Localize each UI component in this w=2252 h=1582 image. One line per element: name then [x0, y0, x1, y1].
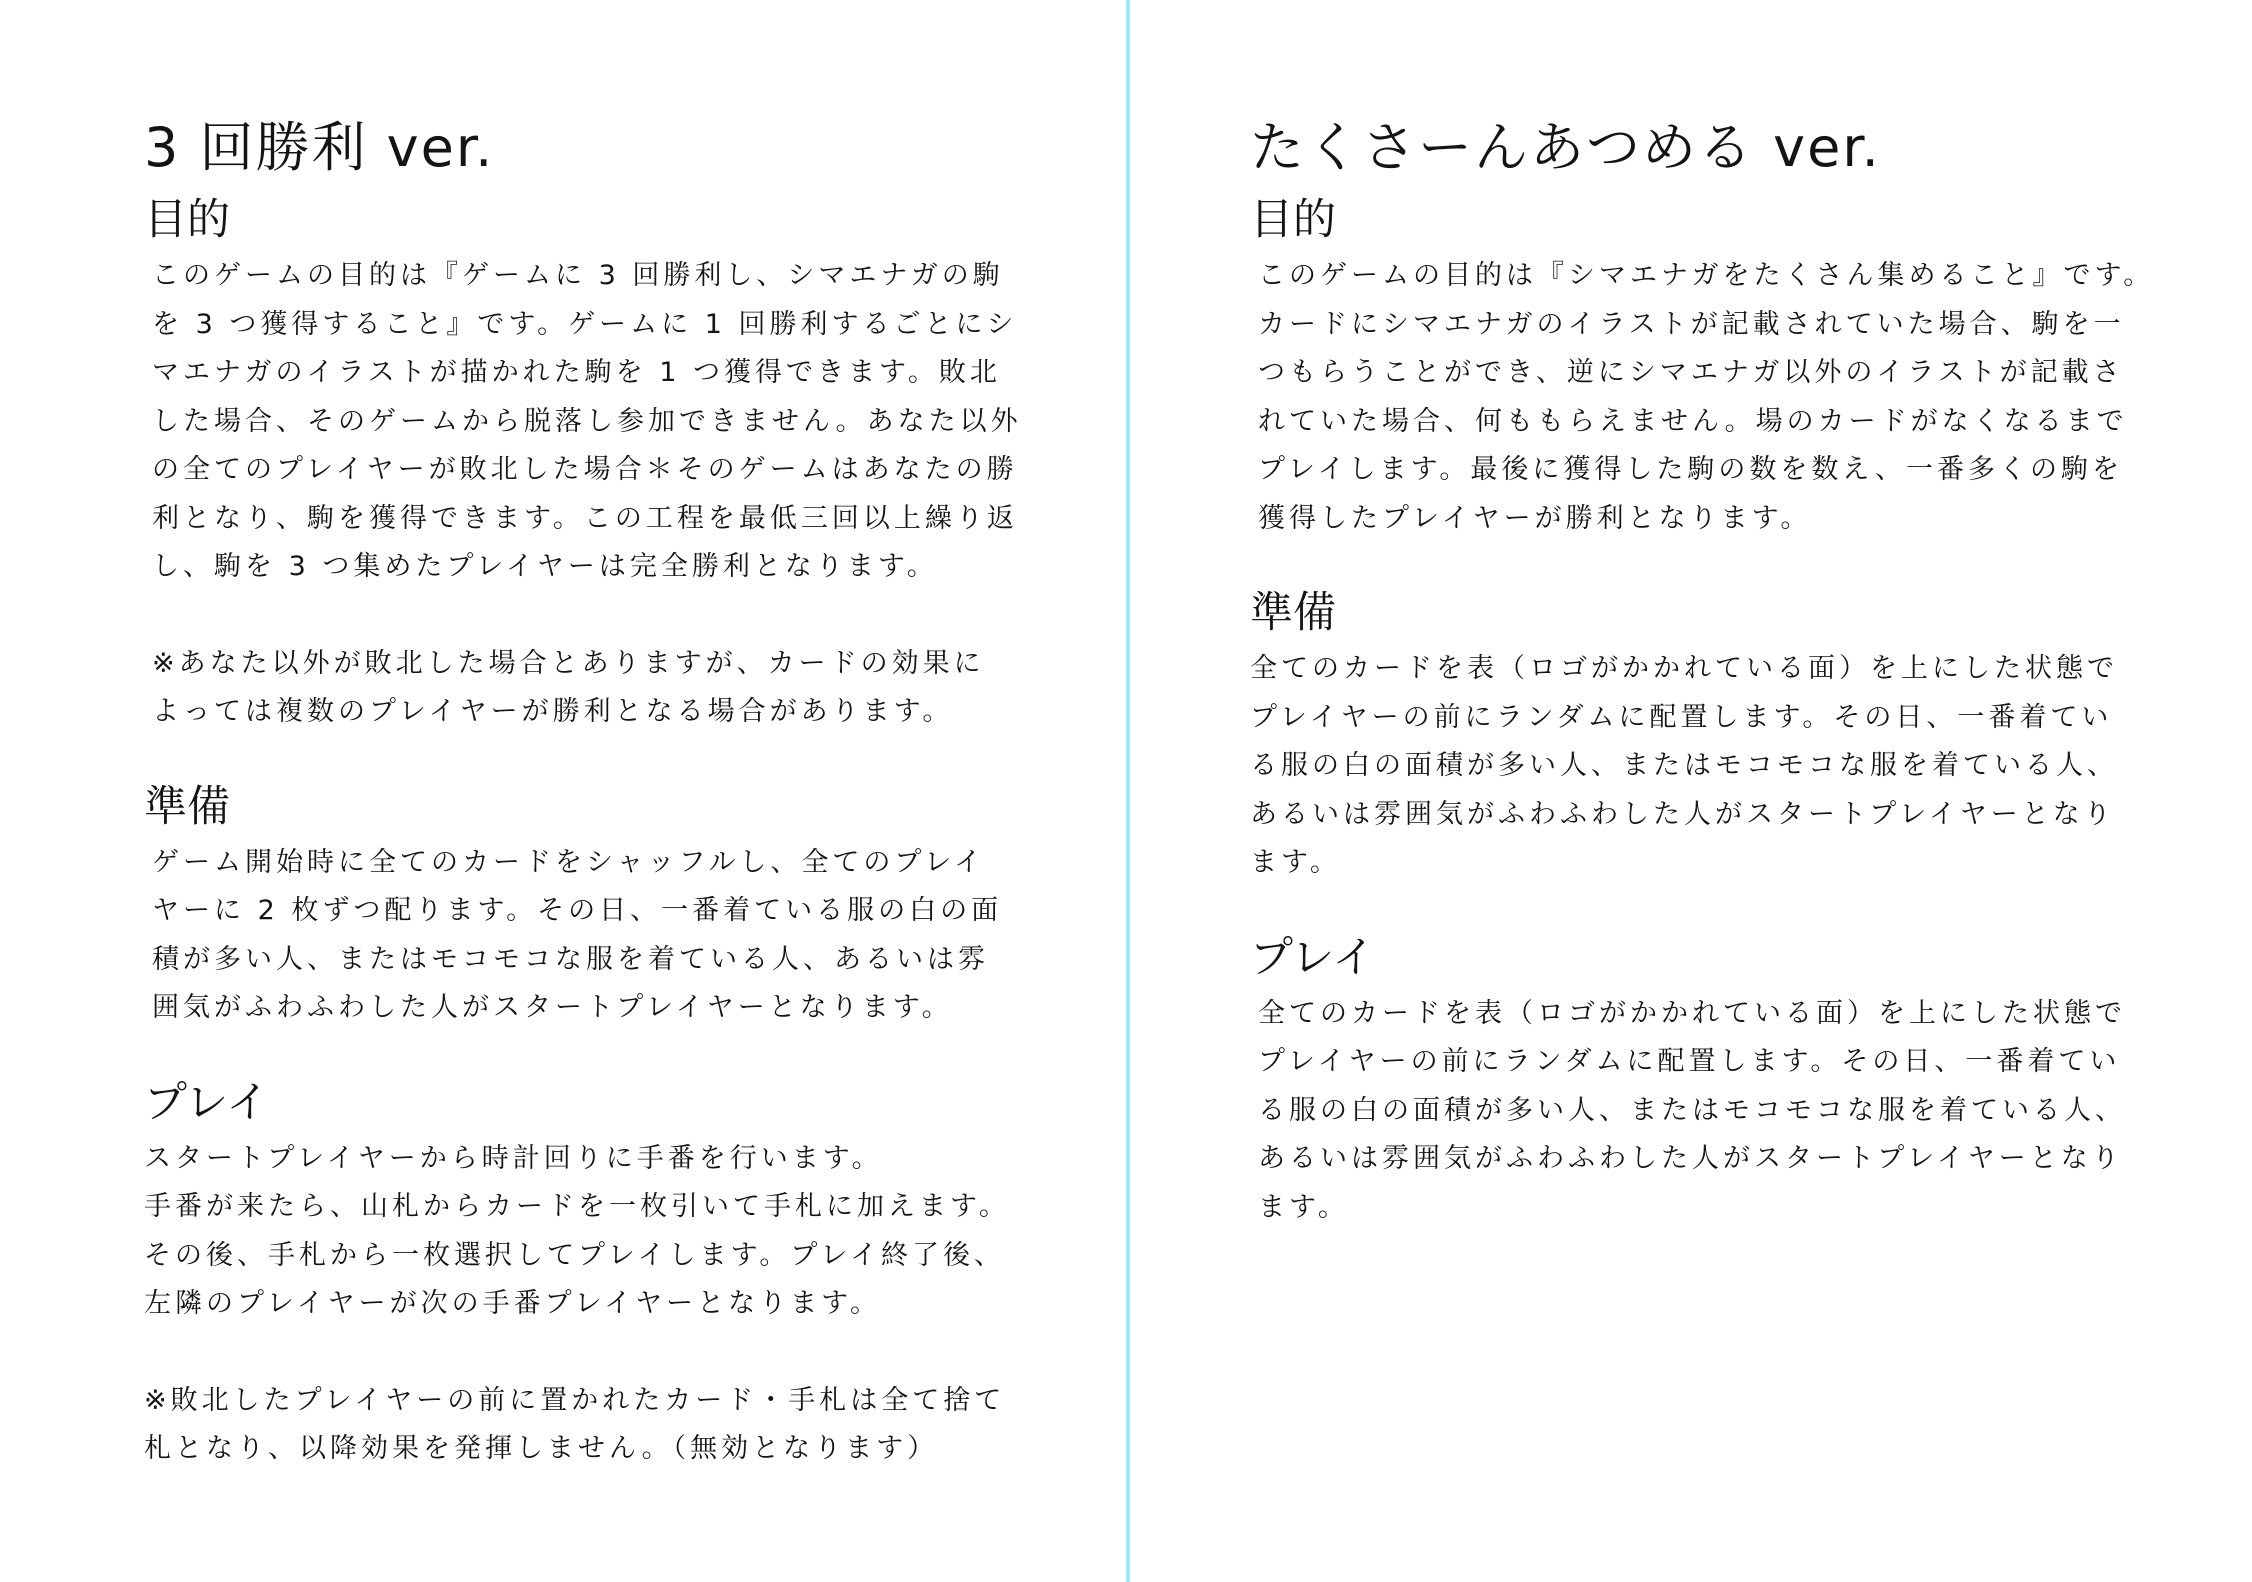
spacer — [144, 737, 1044, 775]
left-play-note: ※敗北したプレイヤーの前に置かれたカード・手札は全て捨て 札となり、以降効果を発揮しません。（無効となります） — [144, 1384, 1006, 1464]
right-play-heading: プレイ — [1250, 932, 1376, 983]
right-play-body: 全てのカードを表（ロゴがかかれている面）を上にした状態で プレイヤーの前にランダムに配置します。その日、一番着てい る服の白の面積が多い人、またはモコモコな服を着ている人、 あるいは雰囲気がふわふわした人がスタートプレイヤーとなり ます。 — [1258, 997, 2126, 1223]
right-objective-heading: 目的 — [1250, 195, 1336, 245]
spacer — [144, 1033, 1044, 1071]
spacer — [144, 592, 1044, 640]
left-objective-body: このゲームの目的は『ゲームに 3 回勝利し、シマエナガの駒 を 3 つ獲得すること』です。ゲームに 1 回勝利するごとにシ マエナガのイラストが描かれた駒を 1 つ獲得できます。敗北 した場合、そのゲームから脱落し参加できません。あなた以外 の全てのプレイヤーが敗北した場合＊そのゲームはあなたの勝 利となり、駒を獲得できます。この工程を最低三回以上繰り返 し、駒を 3 つ集めたプレイヤーは完全勝利となります。 — [152, 260, 1022, 582]
left-objective-note: ※あなた以外が敗北した場合とありますが、カードの効果に よっては複数のプレイヤーが勝利となる場合があります。 — [152, 647, 985, 727]
right-page — [1130, 0, 2252, 1582]
left-play-body: スタートプレイヤーから時計回りに手番を行います。 手番が来たら、山札からカードを一枚引いて手札に加えます。 その後、手札から一枚選択してプレイします。プレイ終了後、 左隣のプレイヤーが次の手番プレイヤーとなります。 — [144, 1142, 1010, 1319]
spacer — [144, 1329, 1044, 1377]
right-objective-body: このゲームの目的は『シマエナガをたくさん集めること』です。 カードにシマエナガのイラストが記載されていた場合、駒を一 つもらうことができ、逆にシマエナガ以外のイラストが記載さ れていた場合、何ももらえません。場のカードがなくなるまで プレイします。最後に獲得した駒の数を数え、一番多くの駒を 獲得したプレイヤーが勝利となります。 — [1258, 260, 2155, 534]
right-version-title: たくさーんあつめる ver. — [1250, 116, 1881, 179]
left-preparation-heading: 準備 — [144, 781, 230, 832]
left-column — [144, 108, 1044, 1474]
right-preparation-body: 全てのカードを表（ロゴがかかれている面）を上にした状態で プレイヤーの前にランダムに配置します。その日、一番着てい る服の白の面積が多い人、またはモコモコな服を着ている人、 あるいは雰囲気がふわふわした人がスタートプレイヤーとなり ます。 — [1250, 653, 2118, 878]
left-version-title: 3 回勝利 ver. — [144, 116, 495, 179]
right-preparation-heading: 準備 — [1250, 588, 1336, 638]
spacer — [1250, 543, 2210, 581]
left-play-heading: プレイ — [144, 1077, 270, 1128]
left-objective-heading: 目的 — [144, 195, 230, 245]
left-preparation-body: ゲーム開始時に全てのカードをシャッフルし、全てのプレイ ヤーに 2 枚ずつ配ります。その日、一番着ている服の白の面 積が多い人、またはモコモコな服を着ている人、あるいは雰 囲気がふわふわした人がスタートプレイヤーとなります。 — [152, 846, 1003, 1023]
spacer — [1250, 888, 2210, 926]
right-column — [1250, 108, 2210, 1232]
